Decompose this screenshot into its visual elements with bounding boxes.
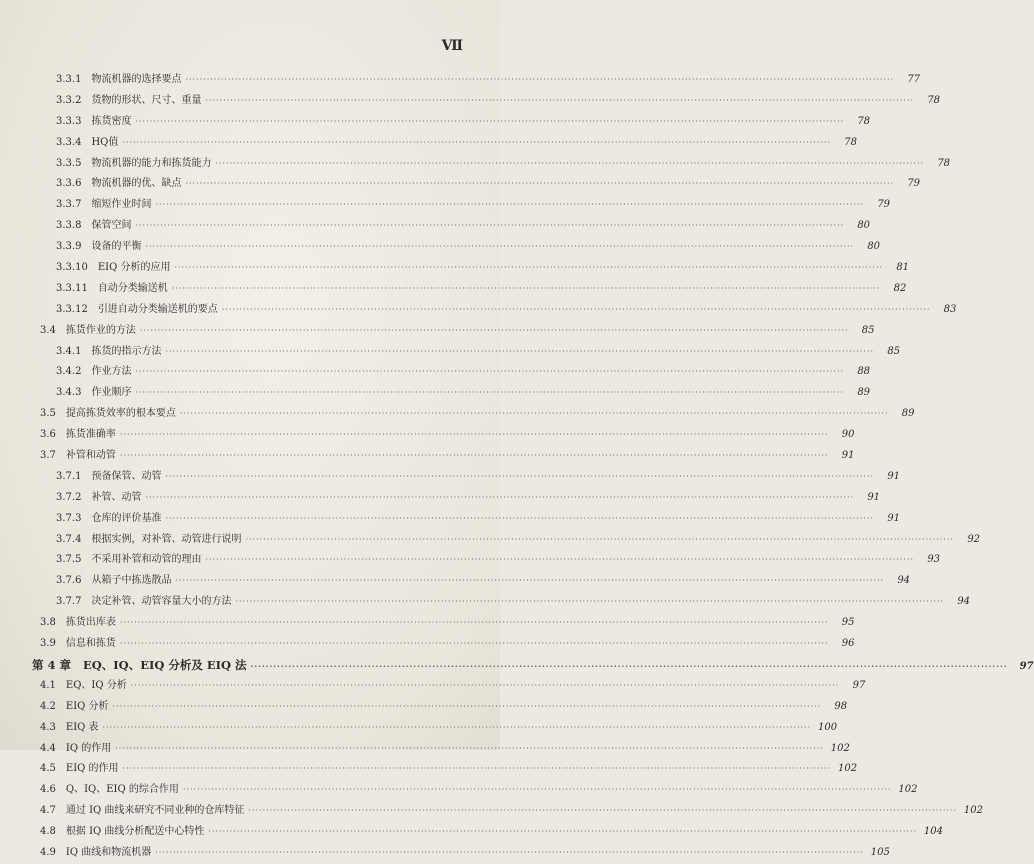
- toc-entry-number: 3.3.11: [56, 282, 88, 294]
- toc-entry-page: 94: [897, 575, 911, 587]
- toc-entry-number: 3.7: [40, 450, 56, 462]
- leader-dots: ········································································································································································································: [171, 283, 881, 293]
- leader-dots: ········································································································································································································: [185, 179, 895, 189]
- toc-entry-number: 4.9: [40, 846, 56, 858]
- toc-entry-page: 96: [841, 638, 855, 650]
- toc-entry-page: 95: [841, 617, 855, 629]
- leader-dots: ········································································································································································································: [174, 263, 884, 273]
- toc-entry-page: 77: [907, 74, 921, 85]
- leader-dots: ········································································································································································································: [112, 701, 822, 711]
- toc-entry-title: 拣货作业的方法: [65, 324, 136, 336]
- leader-dots: ········································································································································································································: [135, 221, 845, 231]
- toc-entry: [32, 780, 918, 801]
- toc-entry: [32, 258, 910, 279]
- toc-entry: [32, 425, 855, 446]
- toc-entry-number: 4.1: [40, 679, 56, 691]
- toc-entry-title: EQ、IQ 分析: [65, 679, 127, 691]
- toc-entry: [32, 697, 848, 718]
- toc-entry-number: 3.3.1: [56, 74, 82, 85]
- leader-dots: ········································································································································································································: [208, 827, 918, 837]
- leader-dots: ········································································································································································································: [205, 555, 915, 565]
- toc-entry-number: 4.6: [40, 784, 56, 796]
- toc-entry-title: 物流机器的选择要点: [91, 74, 182, 85]
- toc-entry-page: 102: [898, 784, 918, 796]
- toc-entry-number: 3.4.3: [56, 387, 82, 399]
- toc-entry-number: 3.9: [40, 638, 56, 650]
- page-number: Ⅶ: [441, 38, 462, 54]
- toc-entry-number: 4.3: [40, 721, 56, 733]
- toc-entry-number: 3.3.9: [56, 241, 82, 253]
- toc-entry-title: 补管、动管: [91, 491, 142, 503]
- toc-entry-page: 102: [830, 742, 850, 754]
- leader-dots: ········································································································································································································: [165, 513, 875, 523]
- toc-entry-page: 78: [927, 94, 941, 106]
- leader-dots: ········································································································································································································: [155, 200, 865, 210]
- toc-entry: [32, 216, 871, 237]
- toc-entry-number: 3.4.2: [56, 366, 82, 378]
- leader-dots: ········································································································································································································: [119, 618, 829, 628]
- toc-entry-page: 91: [887, 512, 901, 524]
- toc-entry: [32, 154, 951, 175]
- toc-entry-number: 3.5: [40, 408, 56, 420]
- leader-dots: ········································································································································································································: [145, 242, 855, 252]
- toc-entry-number: 3.3.3: [56, 115, 82, 127]
- leader-dots: ········································································································································································································: [115, 743, 824, 753]
- toc-entry-title: 信息和拣货: [65, 638, 116, 650]
- toc-entry-page: 78: [937, 157, 951, 169]
- leader-dots: ········································································································································································································: [135, 116, 845, 126]
- table-of-contents: [32, 70, 1034, 864]
- toc-entry-title: 预备保管、动管: [91, 470, 162, 482]
- toc-entry-page: 79: [907, 178, 921, 190]
- toc-entry-number: 3.4.1: [56, 345, 82, 357]
- toc-entry-number: 3.7.4: [56, 533, 82, 545]
- toc-entry: [32, 718, 838, 739]
- leader-dots: ········································································································································································································: [102, 722, 812, 732]
- toc-entry: [32, 488, 881, 509]
- toc-entry-page: 93: [927, 554, 941, 566]
- leader-dots: ········································································································································································································: [165, 346, 875, 356]
- toc-entry-title: HQ值: [91, 136, 119, 148]
- toc-entry-page: 97: [1019, 660, 1034, 672]
- leader-dots: ········································································································································································································: [235, 597, 945, 607]
- toc-entry-page: 79: [877, 199, 891, 211]
- leader-dots: ········································································································································································································: [245, 534, 955, 544]
- toc-entry-number: 4.5: [40, 763, 56, 775]
- toc-entry-page: 102: [963, 805, 984, 817]
- toc-entry-number: 4.8: [40, 826, 56, 838]
- toc-entry-page: 98: [834, 700, 848, 712]
- leader-dots: ········································································································································································································: [119, 639, 829, 649]
- toc-chapter-entry: [32, 655, 1034, 676]
- toc-entry-title: 作业方法: [91, 366, 132, 378]
- toc-entry-page: 92: [967, 533, 981, 545]
- toc-entry-title: 不采用补管和动管的理由: [91, 554, 202, 566]
- toc-entry-title: Q、IQ、EIQ 的综合作用: [65, 784, 179, 796]
- toc-entry-number: 3.3.10: [56, 262, 88, 274]
- toc-entry-page: 85: [887, 345, 901, 357]
- toc-entry: [32, 550, 941, 571]
- toc-entry-number: 3.7.6: [56, 575, 82, 587]
- toc-entry-page: 83: [943, 303, 957, 315]
- leader-dots: ········································································································································································································: [119, 430, 829, 440]
- toc-entry-number: 4.4: [40, 742, 56, 754]
- toc-entry: [32, 174, 921, 195]
- toc-entry: [32, 383, 871, 404]
- toc-entry-title: 拣货出库表: [65, 617, 116, 629]
- toc-entry-title: 决定补管、动管容量大小的方法: [91, 596, 232, 608]
- toc-entry: [32, 404, 915, 425]
- leader-dots: ········································································································································································································: [122, 137, 831, 147]
- toc-entry: [32, 759, 858, 780]
- toc-entry-page: 102: [838, 763, 858, 775]
- leader-dots: ········································································································································································································: [122, 764, 832, 774]
- toc-entry: [32, 133, 857, 154]
- toc-entry-title: EIQ 的作用: [65, 763, 119, 775]
- toc-entry-number: 3.7.3: [56, 512, 82, 524]
- toc-entry: [32, 195, 891, 216]
- toc-entry-title: 货物的形状、尺寸、重量: [91, 94, 202, 106]
- toc-entry: [32, 530, 981, 551]
- toc-entry-title: 物流机器的能力和拣货能力: [91, 157, 212, 169]
- toc-entry: [32, 739, 850, 760]
- toc-entry: [32, 446, 855, 467]
- leader-dots: ········································································································································································································: [139, 325, 849, 335]
- leader-dots: ········································································································································································································: [130, 680, 840, 690]
- toc-entry-title: 根据实例，对补管、动管进行说明: [91, 533, 242, 545]
- leader-dots: ········································································································································································································: [175, 576, 885, 586]
- toc-entry-title: EIQ 表: [65, 721, 99, 733]
- toc-entry: [32, 321, 875, 342]
- toc-entry: [32, 676, 866, 697]
- toc-entry-title: 引进自动分类输送机的要点: [97, 303, 218, 315]
- toc-entry-number: 3.6: [40, 429, 56, 441]
- toc-entry-title: 补管和动管: [65, 450, 116, 462]
- toc-entry-page: 104: [923, 826, 944, 838]
- toc-entry-page: 88: [857, 366, 871, 378]
- toc-entry-page: 100: [818, 721, 838, 733]
- toc-entry-title: 自动分类输送机: [97, 282, 168, 294]
- toc-entry: [32, 571, 911, 592]
- toc-entry-number: 第 4 章: [32, 657, 72, 672]
- leader-dots: ········································································································································································································: [119, 451, 829, 461]
- toc-entry-number: 3.3.5: [56, 157, 82, 169]
- leader-dots: ········································································································································································································: [250, 660, 1008, 671]
- toc-entry-page: 94: [957, 596, 971, 608]
- toc-entry-page: 90: [841, 429, 855, 441]
- toc-entry-title: IQ 曲线和物流机器: [65, 846, 152, 858]
- toc-entry-title: EIQ 分析: [65, 700, 109, 712]
- toc-entry-title: 作业顺序: [91, 387, 132, 399]
- toc-entry-title: 拣货的指示方法: [91, 345, 162, 357]
- toc-entry-page: 80: [867, 241, 881, 253]
- toc-entry-page: 82: [893, 282, 907, 294]
- toc-entry: [32, 509, 901, 530]
- toc-entry: [32, 91, 941, 112]
- toc-entry-title: 保管空间: [91, 220, 132, 232]
- toc-entry: [32, 843, 890, 864]
- toc-entry-page: 91: [841, 450, 855, 462]
- toc-entry-number: 3.3.7: [56, 199, 82, 211]
- toc-entry-page: 97: [852, 679, 866, 691]
- toc-entry-number: 4.2: [40, 700, 56, 712]
- toc-entry-number: 3.3.2: [56, 94, 82, 106]
- toc-entry-number: 3.7.1: [56, 470, 82, 482]
- toc-entry-title: 提高拣货效率的根本要点: [65, 408, 176, 420]
- toc-entry-number: 3.3.4: [56, 136, 82, 148]
- toc-entry: [32, 300, 957, 321]
- toc-entry-title: EQ、IQ、EIQ 分析及 EIQ 法: [83, 657, 247, 672]
- leader-dots: ········································································································································································································: [215, 158, 925, 168]
- toc-entry-page: 91: [887, 470, 901, 482]
- toc-entry: [32, 237, 881, 258]
- toc-entry-title: 拣货准确率: [65, 429, 116, 441]
- toc-entry-number: 3.7.2: [56, 491, 82, 503]
- toc-entry-title: 从箱子中拣选散品: [91, 575, 172, 587]
- leader-dots: ········································································································································································································: [135, 388, 845, 398]
- toc-entry-page: 89: [857, 387, 871, 399]
- toc-entry-title: 拣货密度: [91, 115, 132, 127]
- toc-entry-page: 89: [901, 408, 915, 420]
- toc-entry-page: 78: [844, 136, 857, 148]
- toc-entry-number: 3.3.8: [56, 220, 82, 232]
- toc-entry: [32, 342, 901, 363]
- toc-entry: [32, 467, 901, 488]
- leader-dots: ········································································································································································································: [185, 75, 895, 84]
- toc-entry-number: 3.3.6: [56, 178, 82, 190]
- toc-entry-number: 3.4: [40, 324, 56, 336]
- toc-entry: [32, 279, 907, 300]
- toc-entry-title: 设备的平衡: [91, 241, 142, 253]
- toc-entry-number: 4.7: [40, 805, 56, 817]
- toc-entry-title: 物流机器的优、缺点: [91, 178, 182, 190]
- toc-entry-page: 85: [861, 324, 875, 336]
- leader-dots: ········································································································································································································: [155, 847, 864, 857]
- toc-entry-page: 78: [857, 115, 871, 127]
- leader-dots: ········································································································································································································: [145, 492, 855, 502]
- toc-entry: [32, 70, 921, 91]
- toc-entry-page: 91: [867, 491, 881, 503]
- toc-entry: [32, 822, 944, 843]
- toc-entry-number: 3.7.5: [56, 554, 82, 566]
- toc-entry-page: 105: [870, 846, 890, 858]
- toc-entry-title: 缩短作业时间: [91, 199, 152, 211]
- leader-dots: ········································································································································································································: [182, 785, 892, 795]
- leader-dots: ········································································································································································································: [135, 367, 845, 377]
- leader-dots: ········································································································································································································: [165, 471, 875, 481]
- toc-entry: [32, 634, 855, 655]
- toc-entry: [32, 362, 871, 383]
- toc-entry-number: 3.7.7: [56, 596, 82, 608]
- toc-entry-title: 仓库的评价基准: [91, 512, 162, 524]
- toc-entry: [32, 801, 984, 822]
- leader-dots: ········································································································································································································: [221, 304, 931, 314]
- toc-entry: [32, 592, 971, 613]
- toc-entry-title: 根据 IQ 曲线分析配送中心特性: [65, 826, 205, 838]
- toc-entry-page: 80: [857, 220, 871, 232]
- toc-entry: [32, 613, 855, 634]
- toc-entry: [32, 112, 871, 133]
- toc-entry-title: IQ 的作用: [65, 742, 112, 754]
- leader-dots: ········································································································································································································: [248, 806, 958, 816]
- toc-entry-page: 81: [896, 262, 910, 274]
- toc-entry-number: 3.8: [40, 617, 56, 629]
- toc-entry-title: EIQ 分析的应用: [97, 262, 171, 274]
- leader-dots: ········································································································································································································: [179, 409, 889, 419]
- toc-entry-number: 3.3.12: [56, 303, 88, 315]
- leader-dots: ········································································································································································································: [205, 95, 915, 105]
- toc-entry-title: 通过 IQ 曲线来研究不同业种的仓库特征: [65, 805, 245, 817]
